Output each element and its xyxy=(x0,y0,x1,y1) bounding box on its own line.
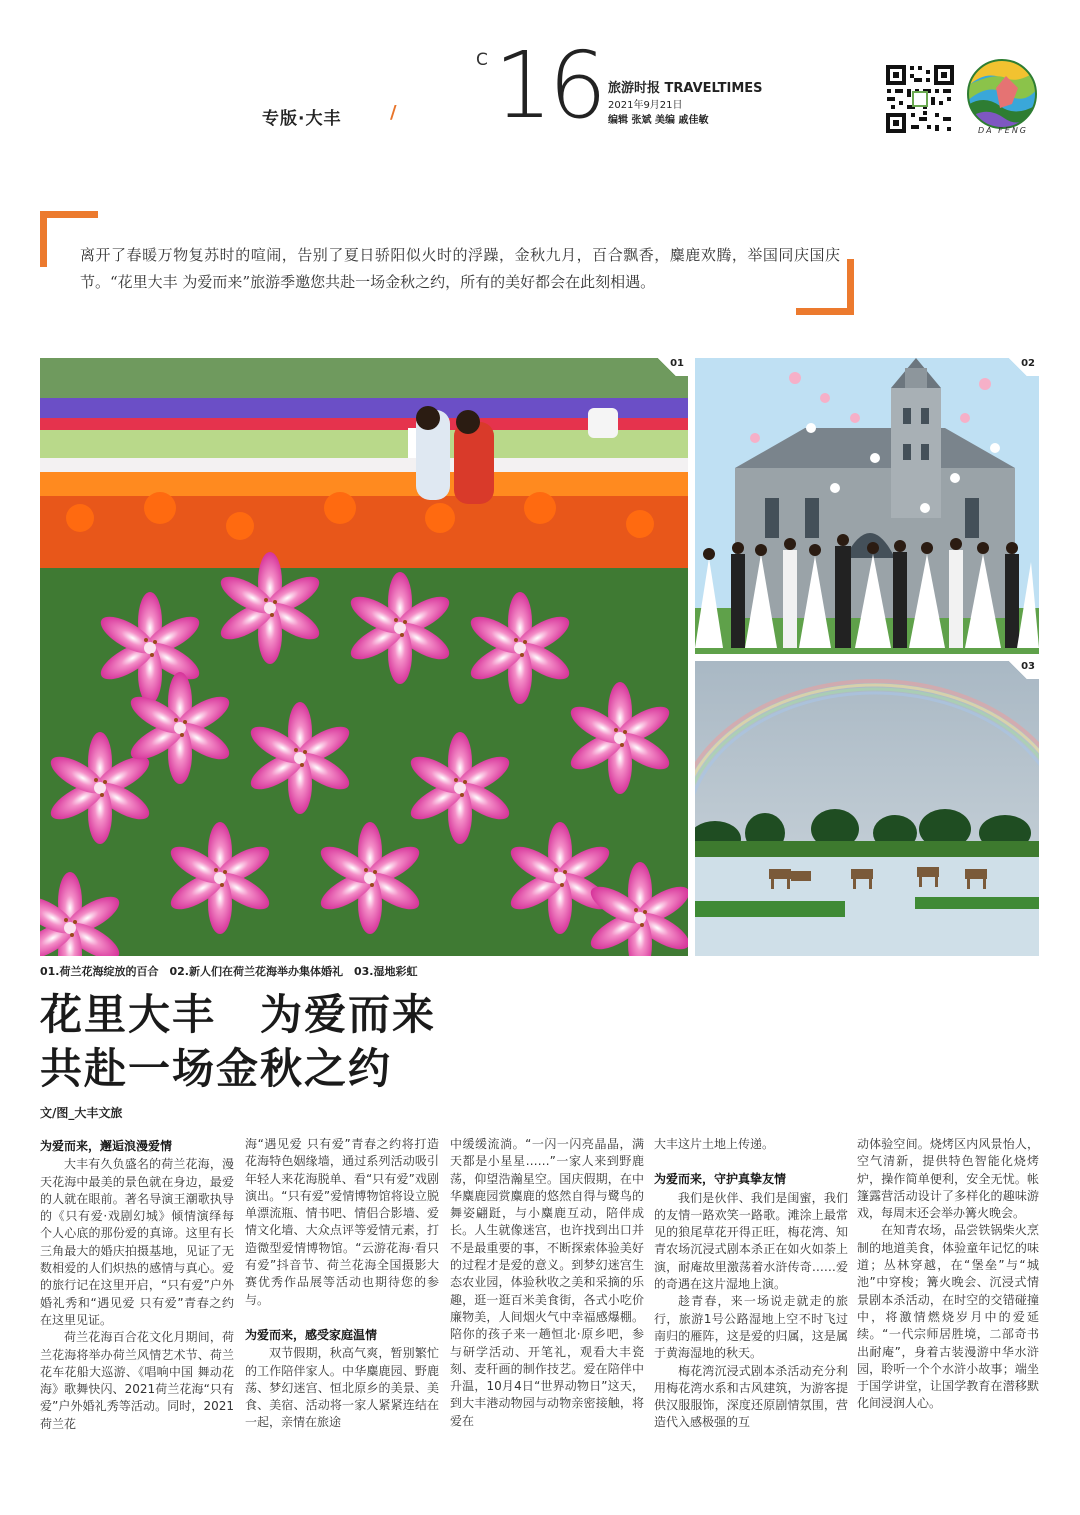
paragraph: 在知青农场，品尝铁锅柴火烹制的地道美食，体验童年记忆的味道；丛林穿越，在“堡垒”与“城池”中穿梭；篝火晚会、沉浸式情景剧本杀活动，在时空的交错碰撞中，将激情燃烧岁月中的爱延续。“一代宗师居胜境，二部奇书出耐庵”，身着古装漫游中华水浒园，聆听一个个水浒小故事；端坐于国学讲堂，让国学教育在潜移默化间浸润人心。 xyxy=(857,1223,1039,1411)
article-column-4 xyxy=(654,1136,848,1506)
logo-text: DA FENG xyxy=(977,126,1028,135)
paragraph: 大丰这片土地上传递。 xyxy=(654,1137,775,1151)
page-prefix: C xyxy=(476,50,488,70)
headline-line-2: 共赴一场金秋之约 xyxy=(40,1044,393,1093)
dafeng-logo-icon xyxy=(966,58,1038,130)
section-slash: / xyxy=(390,102,397,123)
paragraph: 中缓缓流淌。“一闪一闪亮晶晶，满天都是小星星……”一家人来到野鹿荡，仰望浩瀚星空。国庆假期，在中华麋鹿园赏麋鹿的悠然自得与鹭鸟的舞姿翩跹，与小麋鹿互动，陪伴成长。人生就像迷宫，也许找到出口并不是最重要的事，不断探索体验美好的过程才是爱的意义。到梦幻迷宫生态农业园，体验秋收之美和采摘的乐趣，逛一逛百米美食街，各式小吃价廉物美，人间烟火气中幸福感爆棚。陪你的孩子来一趟恒北·原乡吧，参与研学活动、开笔礼，观看大丰瓷刻、麦秆画的制作技艺。爱在陪伴中升温，10月4日“世界动物日”这天，到大丰港动物园与动物亲密接触，将爱在 xyxy=(450,1137,644,1428)
photo-number: 03 xyxy=(1007,661,1039,679)
section-heading: 为爱而来，守护真挚友情 xyxy=(654,1172,787,1187)
paragraph: 双节假期，秋高气爽，暂别繁忙的工作陪伴家人。中华麋鹿园、野鹿荡、梦幻迷宫、恒北原乡的美景、美食、美宿、活动将一家人紧紧连结在一起，亲情在旅途 xyxy=(245,1346,439,1430)
headline-line-1: 花里大丰 为爱而来 xyxy=(40,990,437,1039)
photo-wetland-rainbow xyxy=(695,661,1039,956)
issue-date: 2021年9月21日 xyxy=(608,100,683,111)
headline xyxy=(40,988,436,1096)
paragraph: 荷兰花海百合花文化月期间，荷兰花海将举办荷兰风情艺术节、荷兰花车花船大巡游、《唱响中国 舞动花海》歌舞快闪、2021荷兰花海“只有爱”户外婚礼秀等活动。同时，2021荷兰花 xyxy=(40,1330,234,1431)
section-label: 专版·大丰 xyxy=(262,109,342,129)
photo-number: 01 xyxy=(656,358,688,376)
photo-group-wedding xyxy=(695,358,1039,654)
article-column-3 xyxy=(450,1136,644,1506)
paragraph: 趁青春，来一场说走就走的旅行，旅游1号公路湿地上空不时飞过南归的雁阵，这是爱的归属，这是属于黄海湿地的秋天。 xyxy=(654,1294,848,1361)
paragraph: 动体验空间。烧烤区内风景怡人，空气清新，提供特色智能化烧烤炉，操作简单便利，安全无忧。帐篷露营活动设计了多样化的趣味游戏，每周末还会举办篝火晚会。 xyxy=(857,1137,1039,1221)
paper-name: 旅游时报 TRAVELTIMES xyxy=(608,81,763,96)
paragraph: 我们是伙伴、我们是闺蜜，我们的友情一路欢笑一路歌。滩涂上最常见的狼尾草花开得正旺，梅花湾、知青农场沉浸式剧本杀正在如火如荼上演，耐庵故里激荡着水浒传奇……爱的奇遇在这片湿地上演。 xyxy=(654,1190,848,1292)
article-column-2 xyxy=(245,1136,439,1506)
bracket-bottom-right xyxy=(796,259,854,315)
editors: 编辑 张斌 美编 戚佳敏 xyxy=(608,115,709,126)
section-heading: 为爱而来，邂逅浪漫爱情 xyxy=(40,1139,173,1153)
article-column-5 xyxy=(857,1136,1039,1506)
photo-lily-field xyxy=(40,358,688,956)
paragraph: 海“遇见爱 只有爱”青春之约将打造花海特色姻缘墙，通过系列活动吸引年轻人来花海脱单、看“只有爱”戏剧演出。“只有爱”爱情博物馆将设立脱单漂流瓶、情书吧、情侣合影墙、爱情文化墙、大众点评等爱情元素，打造微型爱情博物馆。“云游花海·看只有爱”抖音节、荷兰花海全国摄影大赛优秀作品展等活动也期待您的参与。 xyxy=(245,1137,439,1307)
photo-number: 02 xyxy=(1007,358,1039,376)
paragraph: 梅花湾沉浸式剧本杀活动充分利用梅花湾水系和古风建筑，为游客提供汉服服饰，深度还原剧情氛围，营造代入感极强的互 xyxy=(654,1363,848,1430)
page-number: 16 xyxy=(494,32,604,139)
photo-caption: 01.荷兰花海绽放的百合 02.新人们在荷兰花海举办集体婚礼 03.湿地彩虹 xyxy=(40,965,418,978)
qr-code-icon[interactable] xyxy=(884,63,956,135)
article-column-1 xyxy=(40,1136,234,1506)
section-heading: 为爱而来，感受家庭温情 xyxy=(245,1327,378,1342)
byline: 文/图_大丰文旅 xyxy=(40,1106,123,1120)
paragraph: 大丰有久负盛名的荷兰花海，漫天花海中最美的景色就在身边，最爱的人就在眼前。著名导演王潮歌执导的《只有爱·戏剧幻城》倾情演绎每个人心底的那份爱的真谛。这里有长三角最大的婚庆拍摄基地，见证了无数相爱的人们炽热的感情与真心。爱的旅行记在这里开启，“只有爱”户外婚礼秀和“遇见爱 只有爱”青春之约在这里见证。 xyxy=(40,1157,234,1327)
intro-paragraph: 离开了春暖万物复苏时的喧闹，告别了夏日骄阳似火时的浮躁，金秋九月，百合飘香，麋鹿欢腾，举国同庆国庆节。“花里大丰 为爱而来”旅游季邀您共赴一场金秋之约，所有的美好都会在此刻相遇。 xyxy=(80,246,840,291)
